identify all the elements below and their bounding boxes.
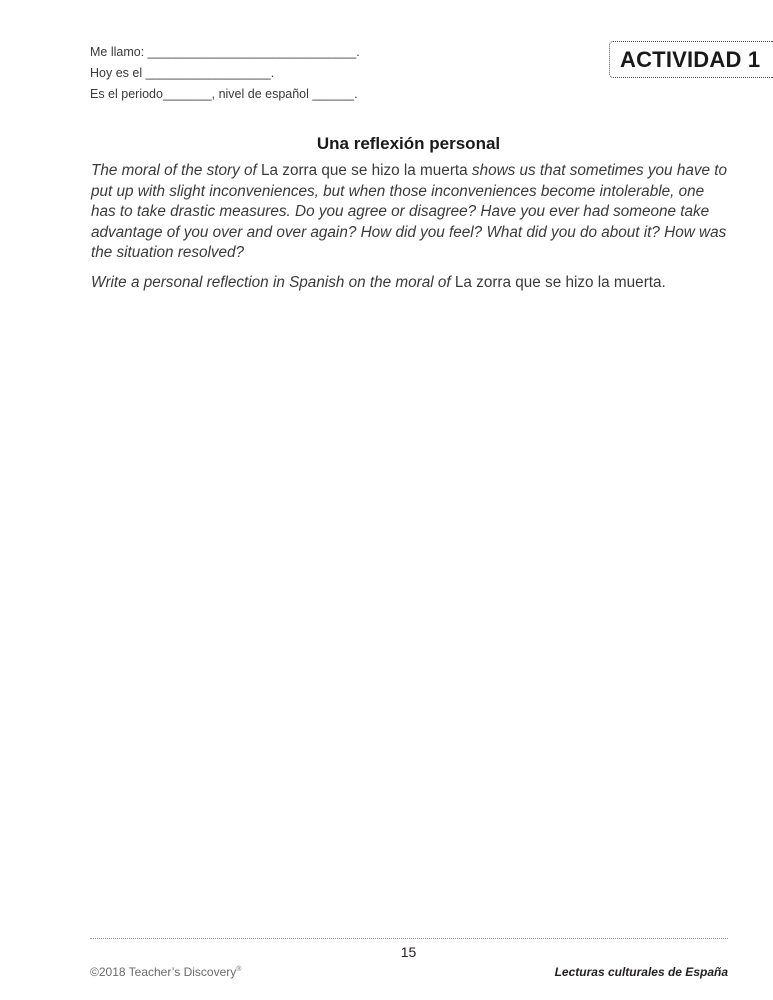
copyright-notice [90, 965, 241, 979]
book-title: Lecturas culturales de España [554, 965, 728, 979]
writing-prompt [91, 273, 731, 294]
name-field[interactable]: Me llamo: ______________________________. [90, 45, 360, 59]
instructions-text-2: shows us that sometimes you have to put up with slight inconveniences, but when those inconveniences become intolerable, one has to take drastic measures. Do you agree or disagree? Have you ever had someone take advantage of you over and over again? How did you feel? What did you do about it? How was the situation resolved? [91, 162, 727, 261]
instructions-paragraph [91, 161, 731, 264]
copyright-text: ©2018 Teacher’s Discovery [90, 965, 237, 979]
page-number: 15 [400, 944, 417, 960]
page-title: Una reflexión personal [316, 134, 501, 153]
footer-divider [90, 938, 728, 939]
story-title: La zorra que se hizo la muerta [261, 162, 468, 179]
date-field[interactable]: Hoy es el __________________. [90, 66, 275, 80]
instructions-text-1: The moral of the story of [91, 162, 262, 179]
student-info-fields [90, 43, 360, 106]
period-level-field[interactable]: Es el periodo_______, nivel de español ______. [90, 87, 358, 101]
activity-badge: ACTIVIDAD 1 [609, 41, 773, 78]
story-title-2: La zorra que se hizo la muerta. [454, 274, 666, 291]
prompt-text: Write a personal reflection in Spanish on the moral of [91, 274, 455, 291]
registered-mark: ® [236, 966, 242, 973]
